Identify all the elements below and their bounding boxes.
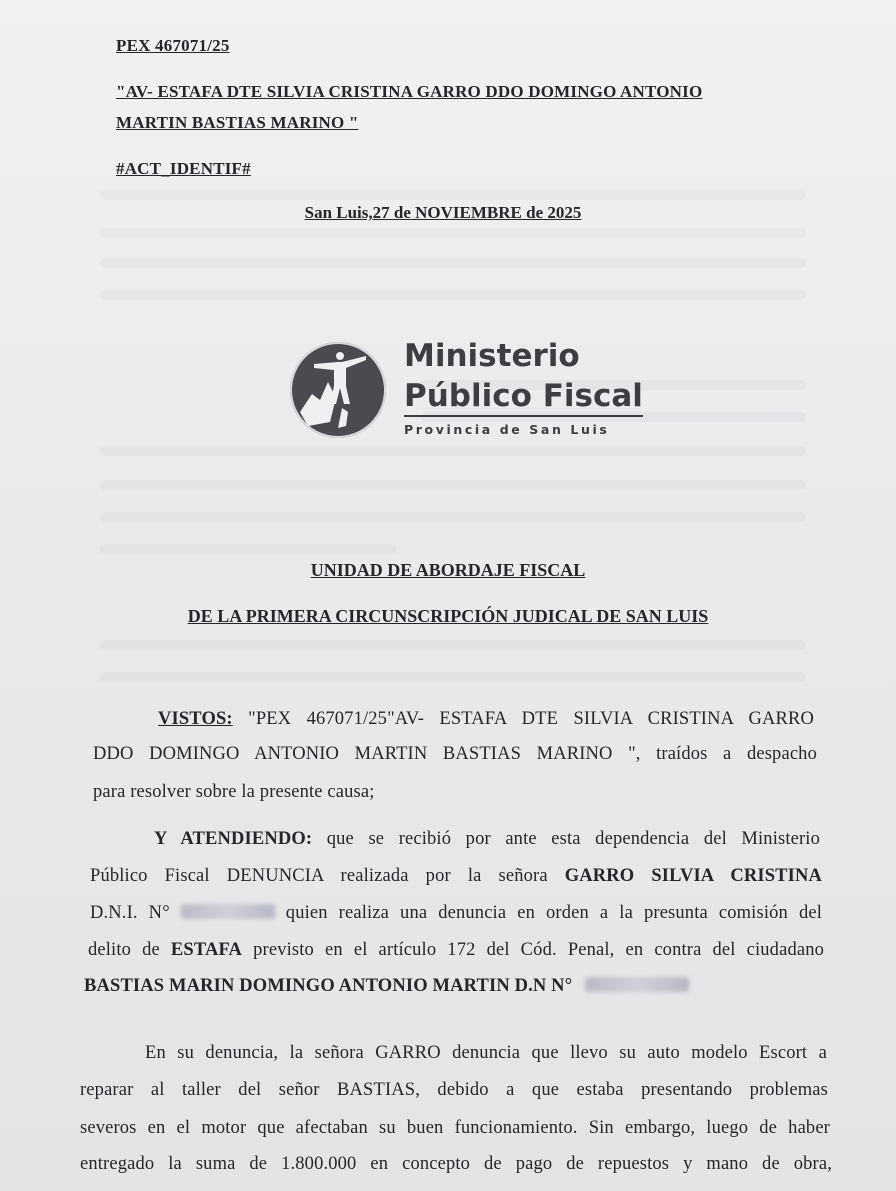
denuncia-line2: reparar al taller del señor BASTIAS, debido a que estaba presentando problemas (80, 1080, 828, 1100)
bleed-through (100, 480, 806, 490)
vistos-line2: DDO DOMINGO ANTONIO MARTIN BASTIAS MARINO ", traídos a despacho (93, 744, 817, 764)
redacted-dni (181, 904, 275, 919)
case-caption-line1: "AV- ESTAFA DTE SILVIA CRISTINA GARRO DDO DOMINGO ANTONIO (116, 82, 703, 101)
bleed-through (100, 190, 806, 200)
atendiendo-line5: BASTIAS MARIN DOMINGO ANTONIO MARTIN D.N N° (84, 976, 824, 997)
document-date: San Luis,27 de NOVIEMBRE de 2025 (304, 203, 582, 222)
logo-text-publico-fiscal: Público Fiscal (404, 378, 643, 417)
emblem-icon (290, 342, 386, 438)
file-number: PEX 467071/25 (116, 36, 230, 55)
logo-text-province: Provincia de San Luis (404, 422, 610, 437)
atendiendo-line3: D.N.I. N° quien realiza una denuncia en orden a la presunta comisión del (90, 903, 822, 923)
logo-text-ministerio: Ministerio (404, 338, 580, 374)
denuncia-line3: severos en el motor que afectaban su buen funcionamiento. Sin embargo, luego de haber (80, 1118, 830, 1138)
ministry-logo (290, 336, 670, 446)
bleed-through (100, 544, 396, 554)
bleed-through (100, 446, 806, 456)
unit-title-line2: DE LA PRIMERA CIRCUNSCRIPCIÓN JUDICAL DE SAN LUIS (187, 606, 709, 626)
redacted-dni (585, 977, 689, 992)
denuncia-line1: En su denuncia, la señora GARRO denuncia que llevo su auto modelo Escort a (145, 1043, 827, 1063)
bleed-through (100, 640, 806, 650)
denuncia-line4: entregado la suma de 1.800.000 en concepto de pago de repuestos y mano de obra, (80, 1154, 832, 1174)
atendiendo-line4: delito de ESTAFA previsto en el artículo 172 del Cód. Penal, en contra del ciudadano (88, 940, 824, 960)
atendiendo-line2: Público Fiscal DENUNCIA realizada por la señora GARRO SILVIA CRISTINA (90, 866, 822, 886)
act-identifier-tag: #ACT_IDENTIF# (116, 159, 251, 178)
vistos-line1: VISTOS: "PEX 467071/25"AV- ESTAFA DTE SILVIA CRISTINA GARRO (158, 709, 814, 729)
bleed-through (100, 512, 806, 522)
atendiendo-line1: Y ATENDIENDO: que se recibió por ante esta dependencia del Ministerio (154, 829, 820, 849)
bleed-through (100, 290, 806, 300)
bleed-through (100, 258, 806, 268)
unit-title-line1: UNIDAD DE ABORDAJE FISCAL (310, 560, 586, 580)
bleed-through (100, 672, 806, 682)
vistos-line3: para resolver sobre la presente causa; (93, 782, 375, 802)
bleed-through (100, 228, 806, 238)
case-caption-line2: MARTIN BASTIAS MARINO " (116, 113, 359, 132)
